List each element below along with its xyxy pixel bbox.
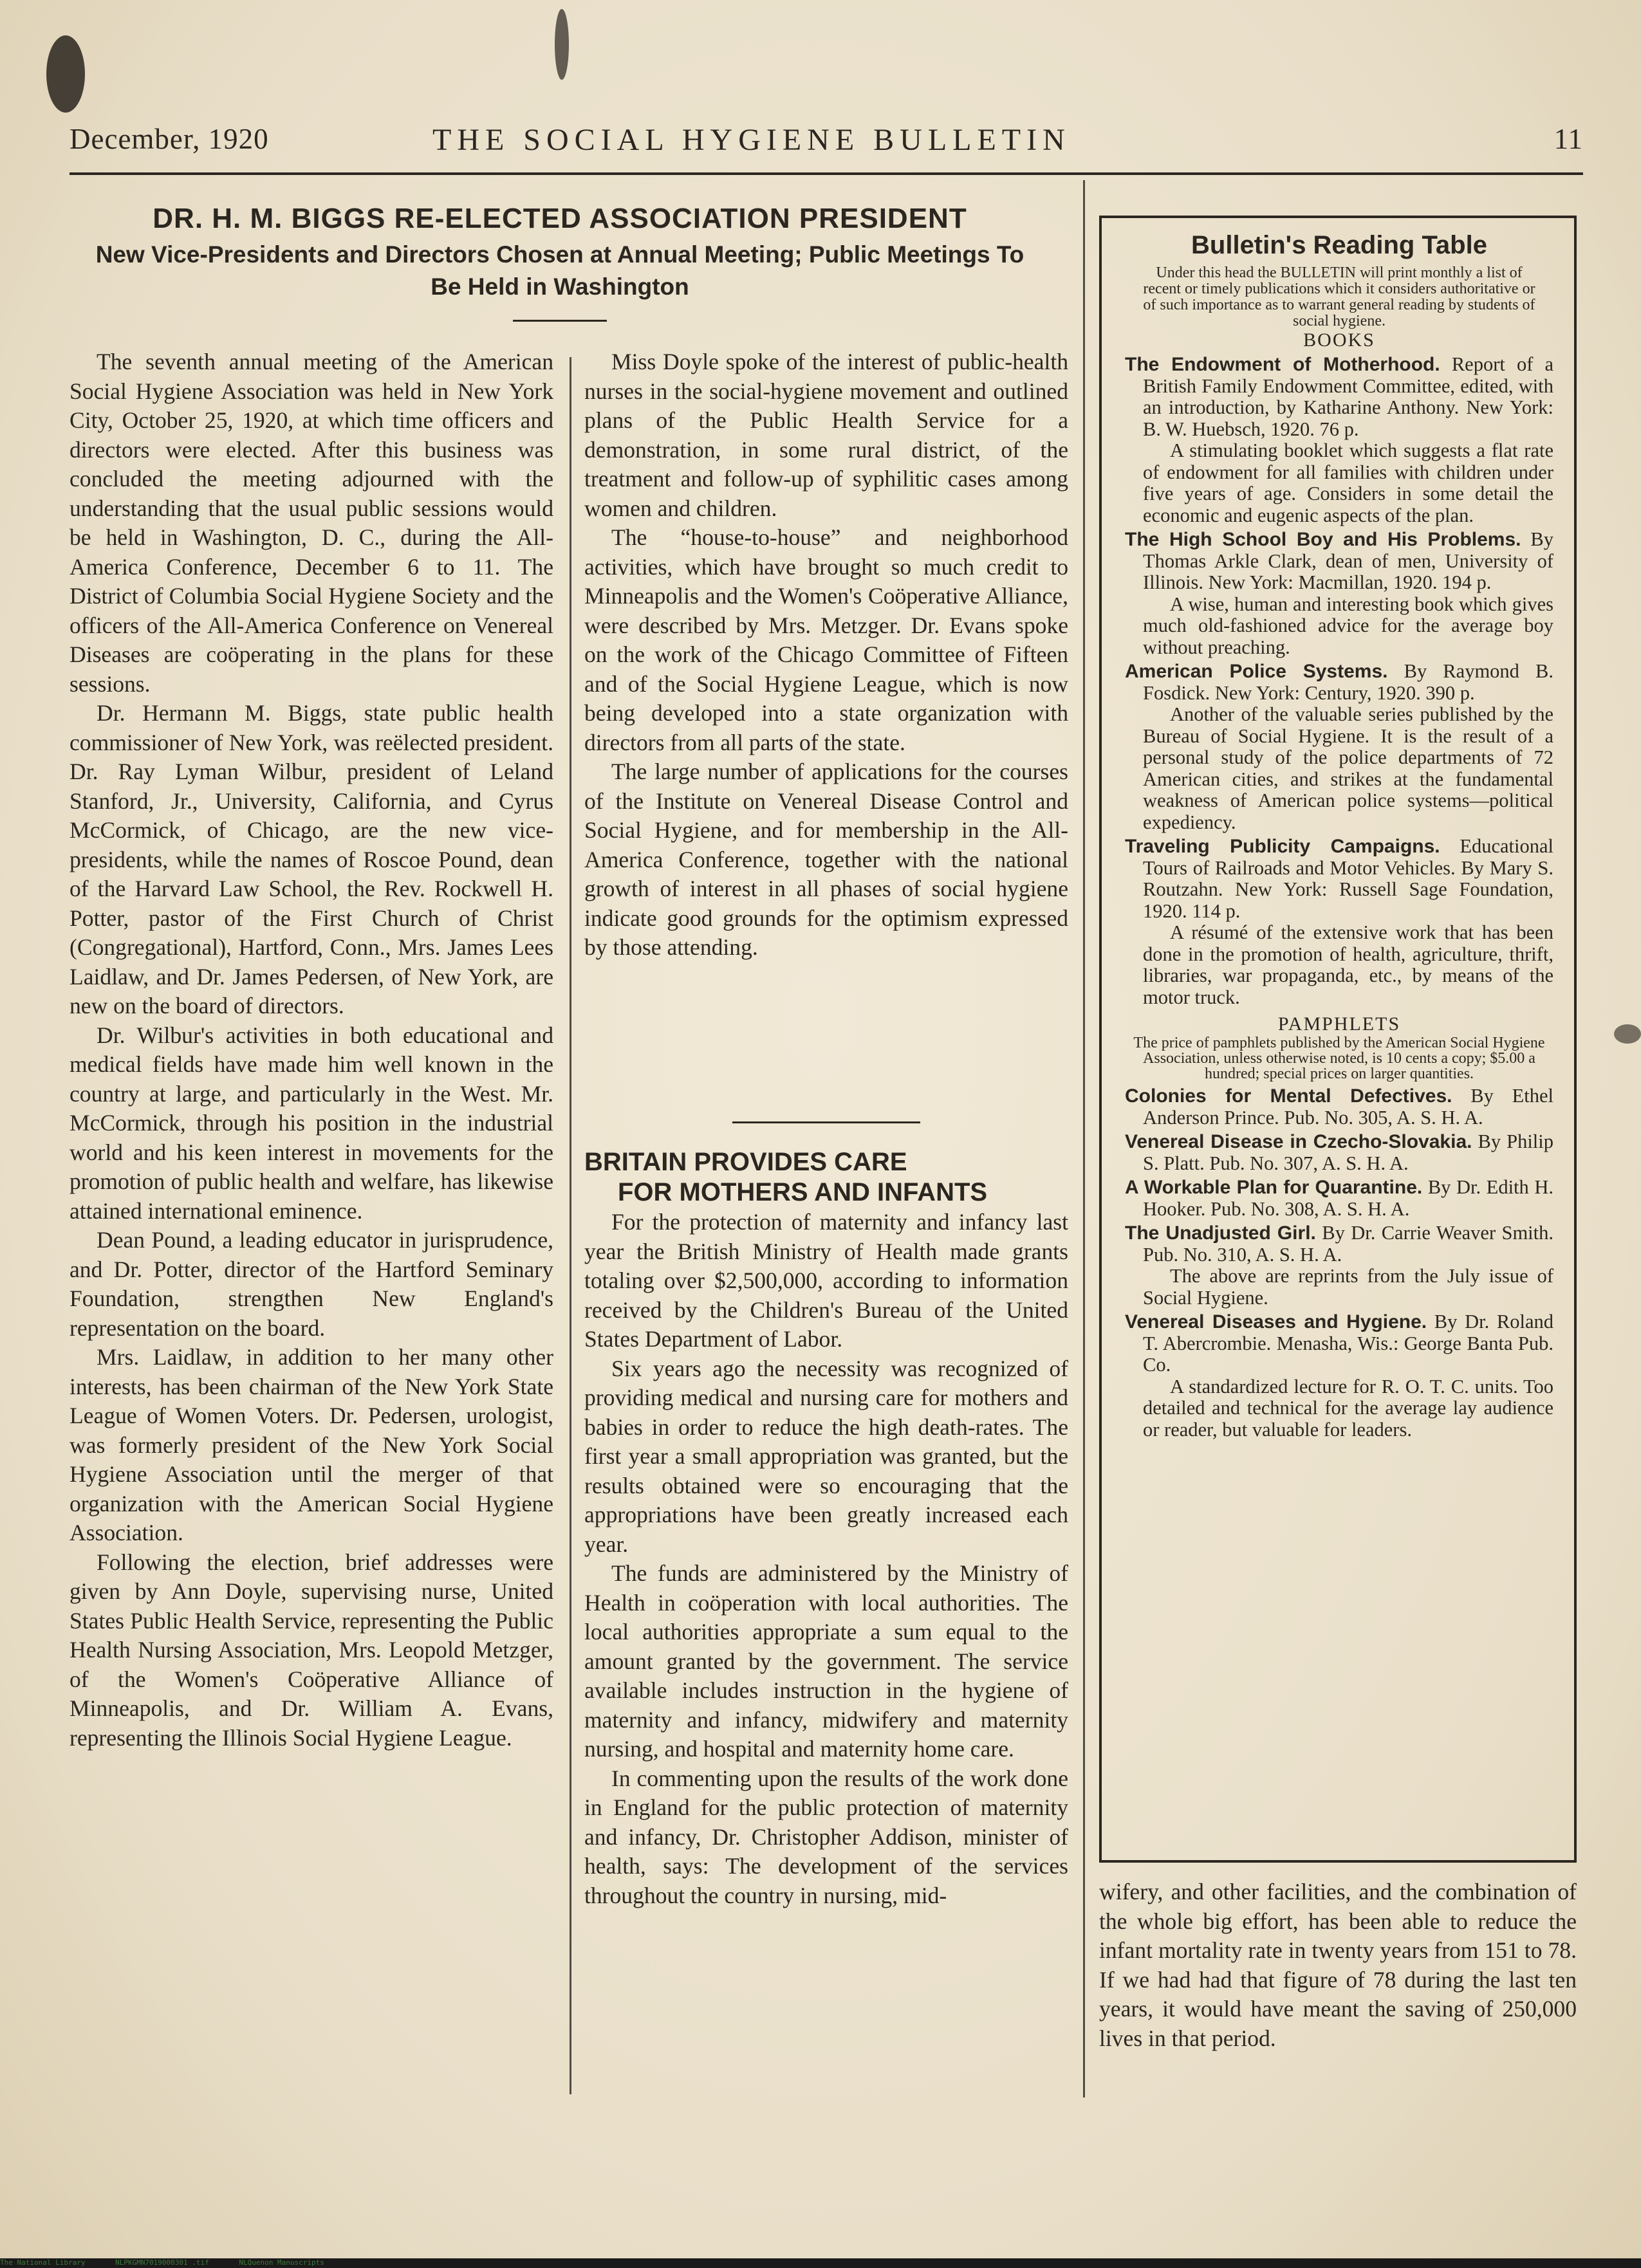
publication-title: THE SOCIAL HYGIENE BULLETIN (432, 123, 1071, 157)
paragraph: Dr. Wilbur's activities in both educational and medical fields have made him well known in the country at large, and particularly in the West. Mr. McCormick, through his position in the industrial world and his keen interest in movements for the promotion of public health and welfare, has likewise attained international eminence. (70, 1022, 553, 1224)
pamphlet-title: Colonies for Mental Defectives. (1125, 1085, 1452, 1107)
book-details: Educational Tours of Railroads and Motor Vehicles. By Mary S. Routzahn. New York: Russell Sage Foundation, 1920. 114 p. (1143, 835, 1554, 922)
page-number: 11 (1553, 123, 1583, 155)
column-divider (570, 357, 571, 2094)
article-column-2 (584, 347, 1068, 963)
books-heading: BOOKS (1303, 329, 1375, 351)
paragraph: Following the election, brief addresses were given by Ann Doyle, supervising nurse, United States Public Health Service, representing the Public Health Nursing Association, Mrs. Leopold Metzger, of the Women's Coöperative Alliance of Minneapolis, and Dr. William A. Evans, representing the Illinois Social Hygiene League. (70, 1549, 553, 1751)
paragraph: Mrs. Laidlaw, in addition to her many other interests, has been chairman of the New York State League of Women Voters. Dr. Pedersen, urologist, was formerly president of the New York Social Hygiene Association until the merger of that organization with the American Social Hygiene Association. (70, 1344, 553, 1545)
book-entry (1125, 836, 1553, 922)
pamphlet-details: By Dr. Carrie Weaver Smith. Pub. No. 310, A. S. H. A. (1143, 1222, 1553, 1266)
paragraph: Dr. Hermann M. Biggs, state public health commissioner of New York, was reëlected president. Dr. Ray Lyman Wilbur, president of Leland Stanford, Jr., University, California, and Cyrus McCormick, of Chicago, are the new vice-presidents, while the names of Roscoe Pound, dean of the Harvard Law School, the Rev. Rockwell H. Potter, pastor of the First Church of Christ (Congregational), Hartford, Conn., Mrs. James Lees Laidlaw, and Dr. James Pedersen, of New York, are new on the board of directors. (70, 700, 553, 1019)
paragraph: For the protection of maternity and infancy last year the British Ministry of Health made grants totaling over $2,500,000, according to information received by the Children's Bureau of the United States Department of Labor. (584, 1209, 1068, 1352)
book-note: Another of the valuable series published by the Bureau of Social Hygiene. It is the result of a personal study of the police departments of 72 American cities, and strikes at the fundamental weakness of American police systems—political expediency. (1143, 703, 1553, 833)
article-subtitle: New Vice-Presidents and Directors Chosen at Annual Meeting; Public Meetings To Be Held in Washington (95, 241, 1024, 300)
pamphlet-title: A Workable Plan for Quarantine. (1125, 1177, 1423, 1198)
ink-blot (555, 9, 569, 80)
article-headline (77, 203, 1043, 303)
header-rule (70, 172, 1583, 175)
paragraph: Miss Doyle spoke of the interest of public-health nurses in the social-hygiene movement and outlined plans of the Public Health Service for a demonstration, in some rural district, of the treatment and follow-up of syphilitic cases among women and children. (584, 349, 1068, 521)
section-rule (732, 1121, 920, 1123)
article-2-title-line-1: BRITAIN PROVIDES CARE (584, 1148, 907, 1176)
pamphlet-details: By Dr. Roland T. Abercrombie. Menasha, Wis.: George Banta Pub. Co. (1143, 1311, 1553, 1376)
book-title: The High School Boy and His Problems. (1125, 529, 1521, 550)
article-2-title-line-2: FOR MOTHERS AND INFANTS (618, 1178, 988, 1206)
footer-collection: NLQuenon Manuscripts (239, 2258, 324, 2267)
article-2-continuation (1099, 1877, 1577, 2053)
issue-date: December, 1920 (70, 123, 269, 155)
paragraph: wifery, and other facilities, and the combination of the whole big effort, has been able to reduce the infant mortality rate in twenty years from 151 to 78. If we had had that figure of 78 during the last ten years, it would have meant the saving of 250,000 lives in that period. (1099, 1879, 1577, 2051)
headline-rule (513, 320, 607, 322)
book-note: A wise, human and interesting book which gives much old-fashioned advice for the average boy without preaching. (1143, 593, 1553, 658)
book-note: A stimulating booklet which suggests a flat rate of endowment for all families with children under five years of age. Considers in some detail the economic and eugenic aspects of the plan. (1143, 439, 1553, 526)
article-title: DR. H. M. BIGGS RE-ELECTED ASSOCIATION PRESIDENT (153, 203, 967, 234)
article-column-1 (70, 347, 553, 1753)
ink-blot (46, 35, 85, 113)
book-details: By Raymond B. Fosdick. New York: Century, 1920. 390 p. (1143, 660, 1553, 704)
paragraph: The “house-to-house” and neighborhood activities, which have brought so much credit to Minneapolis and the Women's Coöperative Alliance, were described by Mrs. Metzger. Dr. Evans spoke on the work of the Chicago Committee of Fifteen and of the Social Hygiene League, which is now being developed into a state organization with directors from all parts of the state. (584, 524, 1068, 755)
book-entry (1125, 529, 1553, 594)
pamphlet-details: By Philip S. Platt. Pub. No. 307, A. S. H. A. (1143, 1130, 1553, 1174)
page-header (70, 122, 1583, 161)
book-details: By Thomas Arkle Clark, dean of men, University of Illinois. New York: Macmillan, 1920. 194 p. (1143, 528, 1553, 593)
pamphlet-title: The Unadjusted Girl. (1125, 1222, 1316, 1244)
pamphlets-heading: PAMPHLETS (1277, 1013, 1401, 1035)
book-title: American Police Systems. (1125, 661, 1388, 682)
book-title: The Endowment of Motherhood. (1125, 354, 1440, 375)
pamphlet-details: By Dr. Edith H. Hooker. Pub. No. 308, A. S. H. A. (1143, 1176, 1553, 1220)
paragraph: The large number of applications for the courses of the Institute on Venereal Disease Control and Social Hygiene, and for membership in the All-America Conference, together with the national growth of interest in all phases of social hygiene indicate good grounds for the optimism expressed by those attending. (584, 759, 1068, 960)
book-title: Traveling Publicity Campaigns. (1125, 836, 1440, 857)
reading-table-title: Bulletin's Reading Table (1191, 231, 1487, 259)
paragraph: The seventh annual meeting of the American Social Hygiene Association was held in New York City, October 25, 1920, at which time officers and directors were elected. After this business was concluded the meeting adjourned with the understanding that the usual public sessions would be held in Washington, D. C., during the All-America Conference, December 6 to 11. The District of Columbia Social Hygiene Society and the officers of the All-America Conference on Venereal Diseases are coöperating in the plans for these sessions. (70, 349, 553, 697)
paragraph: Dean Pound, a leading educator in jurisprudence, and Dr. Potter, director of the Hartford Seminary Foundation, strengthen New England's representation on the board. (70, 1227, 553, 1341)
book-entry (1125, 354, 1553, 440)
pamphlet-details: By Ethel Anderson Prince. Pub. No. 305, A. S. H. A. (1143, 1085, 1553, 1129)
pamphlet-title: Venereal Disease in Czecho-Slovakia. (1125, 1131, 1472, 1152)
book-entry (1125, 661, 1553, 704)
footer-file: NLPKGMN7019000301 .tif (115, 2258, 209, 2267)
pamphlet-title: Venereal Diseases and Hygiene. (1125, 1311, 1427, 1332)
footer-library: The National Library (0, 2258, 86, 2267)
pamphlet-note: A standardized lecture for R. O. T. C. units. Too detailed and technical for the average lay audience or reader, but valuable for leaders. (1143, 1375, 1553, 1441)
pamphlet-entry (1125, 1131, 1553, 1174)
paragraph: Six years ago the necessity was recognized of providing medical and nursing care for mothers and babies in order to reduce the high death-rates. The first year a small appropriation was granted, but the results obtained were so encouraging that the appropriations have been greatly increased each year. (584, 1355, 1068, 1557)
pamphlet-entry (1125, 1177, 1553, 1220)
paragraph: In commenting upon the results of the work done in England for the public protection of maternity and infancy, Dr. Christopher Addison, minister of health, says: The development of the services throughout the country in nursing, mid- (584, 1765, 1068, 1908)
ink-blot (1614, 1024, 1641, 1044)
book-details: Report of a British Family Endowment Committee, edited, with an introduction, by Katharine Anthony. New York: B. W. Huebsch, 1920. 76 p. (1143, 353, 1553, 440)
pamphlet-entry (1125, 1085, 1553, 1129)
paragraph: The funds are administered by the Ministry of Health in coöperation with local authorities. The local authorities appropriate a sum equal to the amount granted by the government. The service available includes instruction in the hygiene of maternity and infancy, midwifery and maternity nursing, and hospital and maternity home care. (584, 1560, 1068, 1762)
book-note: A résumé of the extensive work that has been done in the promotion of health, agriculture, thrift, libraries, war propaganda, etc., by means of the motor truck. (1143, 921, 1553, 1008)
pamphlet-entry (1125, 1222, 1553, 1266)
pamphlet-note: The above are reprints from the July issue of Social Hygiene. (1143, 1265, 1553, 1309)
archive-footer (0, 2258, 1641, 2268)
reading-table-intro: Under this head the BULLETIN will print monthly a list of recent or timely publications which it considers authoritative or of such importance as to warrant general reading by students of social hygiene. (1143, 264, 1535, 329)
reading-table-box (1099, 216, 1577, 1863)
pamphlets-price-note: The price of pamphlets published by the American Social Hygiene Association, unless otherwise noted, is 10 cents a copy; $5.00 a hundred; special prices on larger quantities. (1133, 1035, 1545, 1082)
article-2-column (584, 1147, 1068, 1910)
column-divider (1083, 180, 1085, 2097)
pamphlet-entry (1125, 1311, 1553, 1376)
